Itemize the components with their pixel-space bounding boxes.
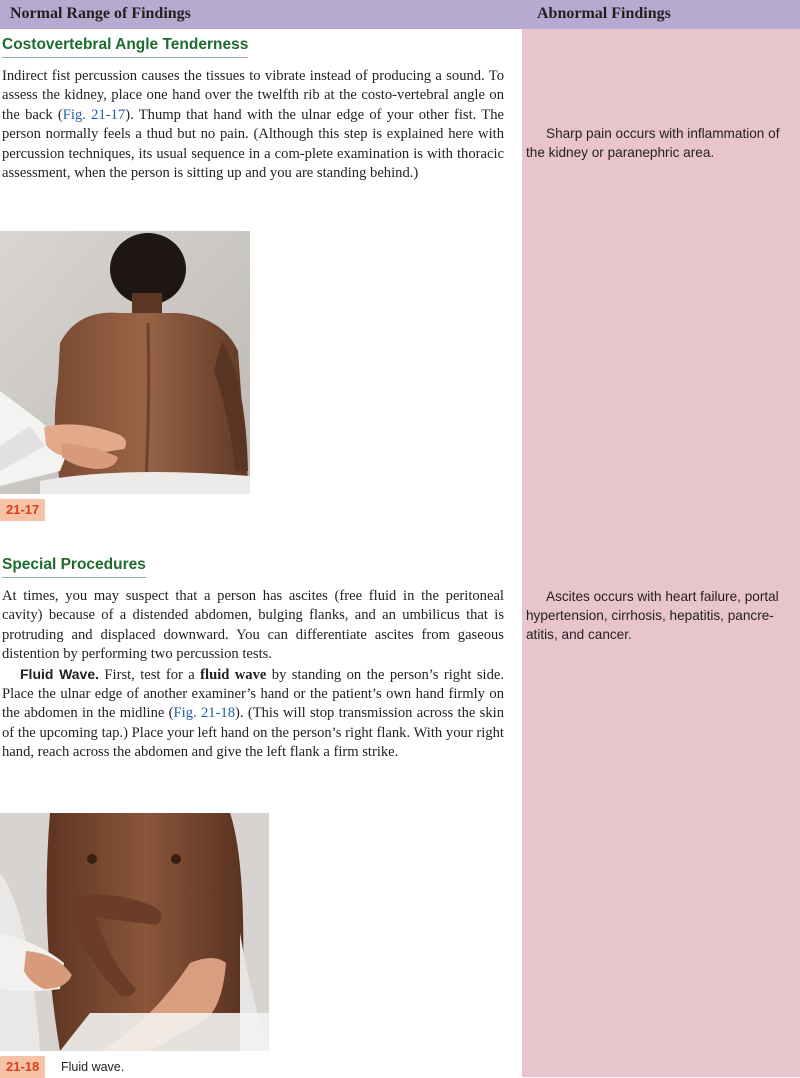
- abnormal-ascites-text: Ascites occurs with heart failure, portal hypertension, cirrhosis, hepatitis, pancre-atitis, and cancer.: [526, 589, 779, 643]
- figure-21-17-photo: [0, 231, 250, 494]
- cva-text-a: Indirect fist percussion causes the tissues to vibrate instead of producing a sound. To assess the kidney, place one hand over the twelfth rib at the costo-vertebral angle on the back (: [2, 68, 504, 123]
- figure-21-18-photo: [0, 813, 269, 1051]
- fig-21-17-link[interactable]: Fig. 21-17: [62, 106, 126, 123]
- fig-21-18-link[interactable]: Fig. 21-18: [173, 705, 236, 722]
- header-bar: [0, 0, 800, 29]
- cva-paragraph: [2, 67, 504, 183]
- abnormal-cva-text: Sharp pain occurs with inflammation of the kidney or paranephric area.: [526, 126, 780, 161]
- fluid-wave-term: fluid wave: [200, 666, 267, 683]
- figure-21-18-caption: Fluid wave.: [61, 1060, 125, 1074]
- normal-findings-heading: Normal Range of Findings: [10, 5, 191, 22]
- section-title-special-procedures: Special Procedures: [2, 556, 146, 578]
- figure-21-18-number: 21-18: [0, 1056, 45, 1078]
- fluid-wave-text-b: by standing on the person’s right side. Place the ulnar edge of another examiner’s hand or the patient’s own hand firmly on the abdomen in the midline (: [2, 666, 504, 722]
- abnormal-findings-column: [522, 29, 800, 1077]
- fluid-wave-text-a: First, test for a: [99, 666, 201, 683]
- ascites-paragraph: At times, you may suspect that a person has ascites (free fluid in the peritoneal cavity) because of a distended abdomen, bulging flanks, and an umbilicus that is protruding and displaced downward. You can differentiate ascites from gaseous distention by performing two percussion tests.: [2, 588, 504, 663]
- fluid-wave-paragraph: [2, 665, 504, 763]
- fluid-wave-text-c: ). (This will stop transmission across the skin of the upcoming tap.) Place your left hand on the person’s right flank. With your right hand, reach across the abdomen and give the left flank a firm strike.: [2, 705, 504, 761]
- abnormal-findings-heading: Abnormal Findings: [537, 5, 671, 22]
- section-title-cva: Costovertebral Angle Tenderness: [2, 36, 248, 58]
- cva-text-b: ). Thump that hand with the ulnar edge of your other fist. The person normally feels a thud but no pain. (Although this step is explained here with percussion techniques, its usual sequence in a com-plete examination is with thoracic assessment, when the person is sitting up and you are standing behind.): [2, 106, 505, 182]
- special-procedures-text: [2, 587, 504, 763]
- back-percussion-illustration: [0, 231, 250, 494]
- fluid-wave-run-head: Fluid Wave.: [20, 665, 100, 682]
- fluid-wave-illustration: [0, 813, 269, 1051]
- figure-21-17-number: 21-17: [0, 499, 45, 521]
